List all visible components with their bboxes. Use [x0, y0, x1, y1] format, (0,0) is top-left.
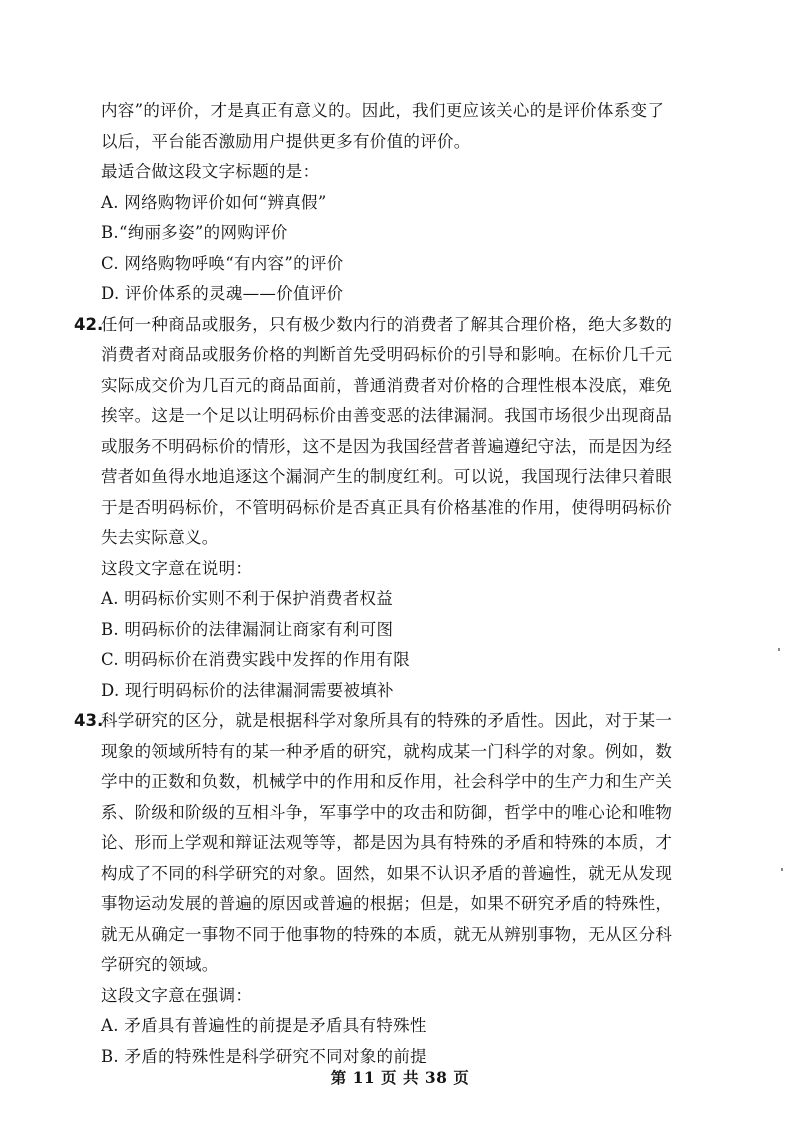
question-42	[74, 310, 697, 707]
page-content	[74, 96, 697, 1072]
scan-speck	[778, 648, 780, 651]
question-prompt: 这段文字意在说明：	[101, 558, 253, 578]
question-prompt: 最适合做这段文字标题的是：	[101, 162, 320, 181]
option-a: A. 网络购物评价如何“辨真假”	[101, 192, 327, 212]
option-a: A. 明码标价实则不利于保护消费者权益	[101, 589, 394, 608]
passage-line: 实际成交价为几百元的商品面前，普通消费者对价格的合理性根本没底，难免	[101, 375, 673, 395]
passage-line: 学中的正数和负数，机械学中的作用和反作用，社会科学中的生产力和生产关	[101, 772, 673, 791]
passage-line: 学研究的领域。	[101, 955, 219, 974]
passage-line: 构成了不同的科学研究的对象。固然，如果不认识矛盾的普遍性，就无从发现	[101, 863, 673, 883]
question-prompt: 这段文字意在强调：	[101, 985, 253, 1005]
question-number: 42.	[74, 314, 104, 334]
passage-line: 失去实际意义。	[101, 528, 219, 547]
passage-line: 科学研究的区分，就是根据科学对象所具有的特殊的矛盾性。因此，对于某一	[101, 711, 673, 730]
option-d: D. 现行明码标价的法律漏洞需要被填补	[101, 680, 394, 700]
question-41-continuation	[101, 96, 697, 310]
passage-line: 现象的领域所特有的某一种矛盾的研究，就构成某一门科学的对象。例如，数	[101, 741, 673, 761]
option-b: B. 矛盾的特殊性是科学研究不同对象的前提	[101, 1046, 427, 1066]
option-d: D. 评价体系的灵魂——价值评价	[101, 284, 344, 303]
passage-line: 就无从确定一事物不同于他事物的特殊的本质，就无从辨别事物，无从区分科	[101, 924, 673, 944]
question-number: 43.	[74, 711, 104, 730]
option-b: B. 明码标价的法律漏洞让商家有利可图	[101, 619, 394, 639]
passage-line: 于是否明码标价，不管明码标价是否真正具有价格基准的作用，使得明码标价	[101, 497, 673, 517]
passage-line: 消费者对商品或服务价格的判断首先受明码标价的引导和影响。在标价几千元	[101, 345, 673, 364]
passage-line: 营者如鱼得水地追逐这个漏洞产生的制度红利。可以说，我国现行法律只着眼	[101, 467, 673, 486]
passage-line: 任何一种商品或服务，只有极少数内行的消费者了解其合理价格，绝大多数的	[101, 314, 673, 334]
page-footer: 第 11 页 共 38 页	[330, 1068, 470, 1087]
option-c: C. 网络购物呼唤“有内容”的评价	[101, 253, 344, 273]
passage-line: 系、阶级和阶级的互相斗争，军事学中的攻击和防御，哲学中的唯心论和唯物	[101, 802, 673, 822]
option-b: B.“绚丽多姿”的网购评价	[101, 223, 288, 242]
passage-line: 挨宰。这是一个足以让明码标价由善变恶的法律漏洞。我国市场很少出现商品	[101, 406, 673, 425]
passage-line: 以后，平台能否激励用户提供更多有价值的评价。	[101, 131, 471, 151]
passage-line: 事物运动发展的普遍的原因或普遍的根据；但是，如果不研究矛盾的特殊性，	[101, 894, 673, 913]
option-c: C. 明码标价在消费实践中发挥的作用有限	[101, 650, 411, 669]
option-a: A. 矛盾具有普遍性的前提是矛盾具有特殊性	[101, 1016, 427, 1035]
passage-line: 或服务不明码标价的情形，这不是因为我国经营者普遍遵纪守法，而是因为经	[101, 436, 673, 456]
question-43	[74, 706, 697, 1072]
passage-line: 论、形而上学观和辩证法观等等，都是因为具有特殊的矛盾和特殊的本质，才	[101, 833, 673, 852]
passage-line: 内容”的评价，才是真正有意义的。因此，我们更应该关心的是评价体系变了	[101, 101, 665, 120]
scan-speck	[781, 868, 783, 871]
